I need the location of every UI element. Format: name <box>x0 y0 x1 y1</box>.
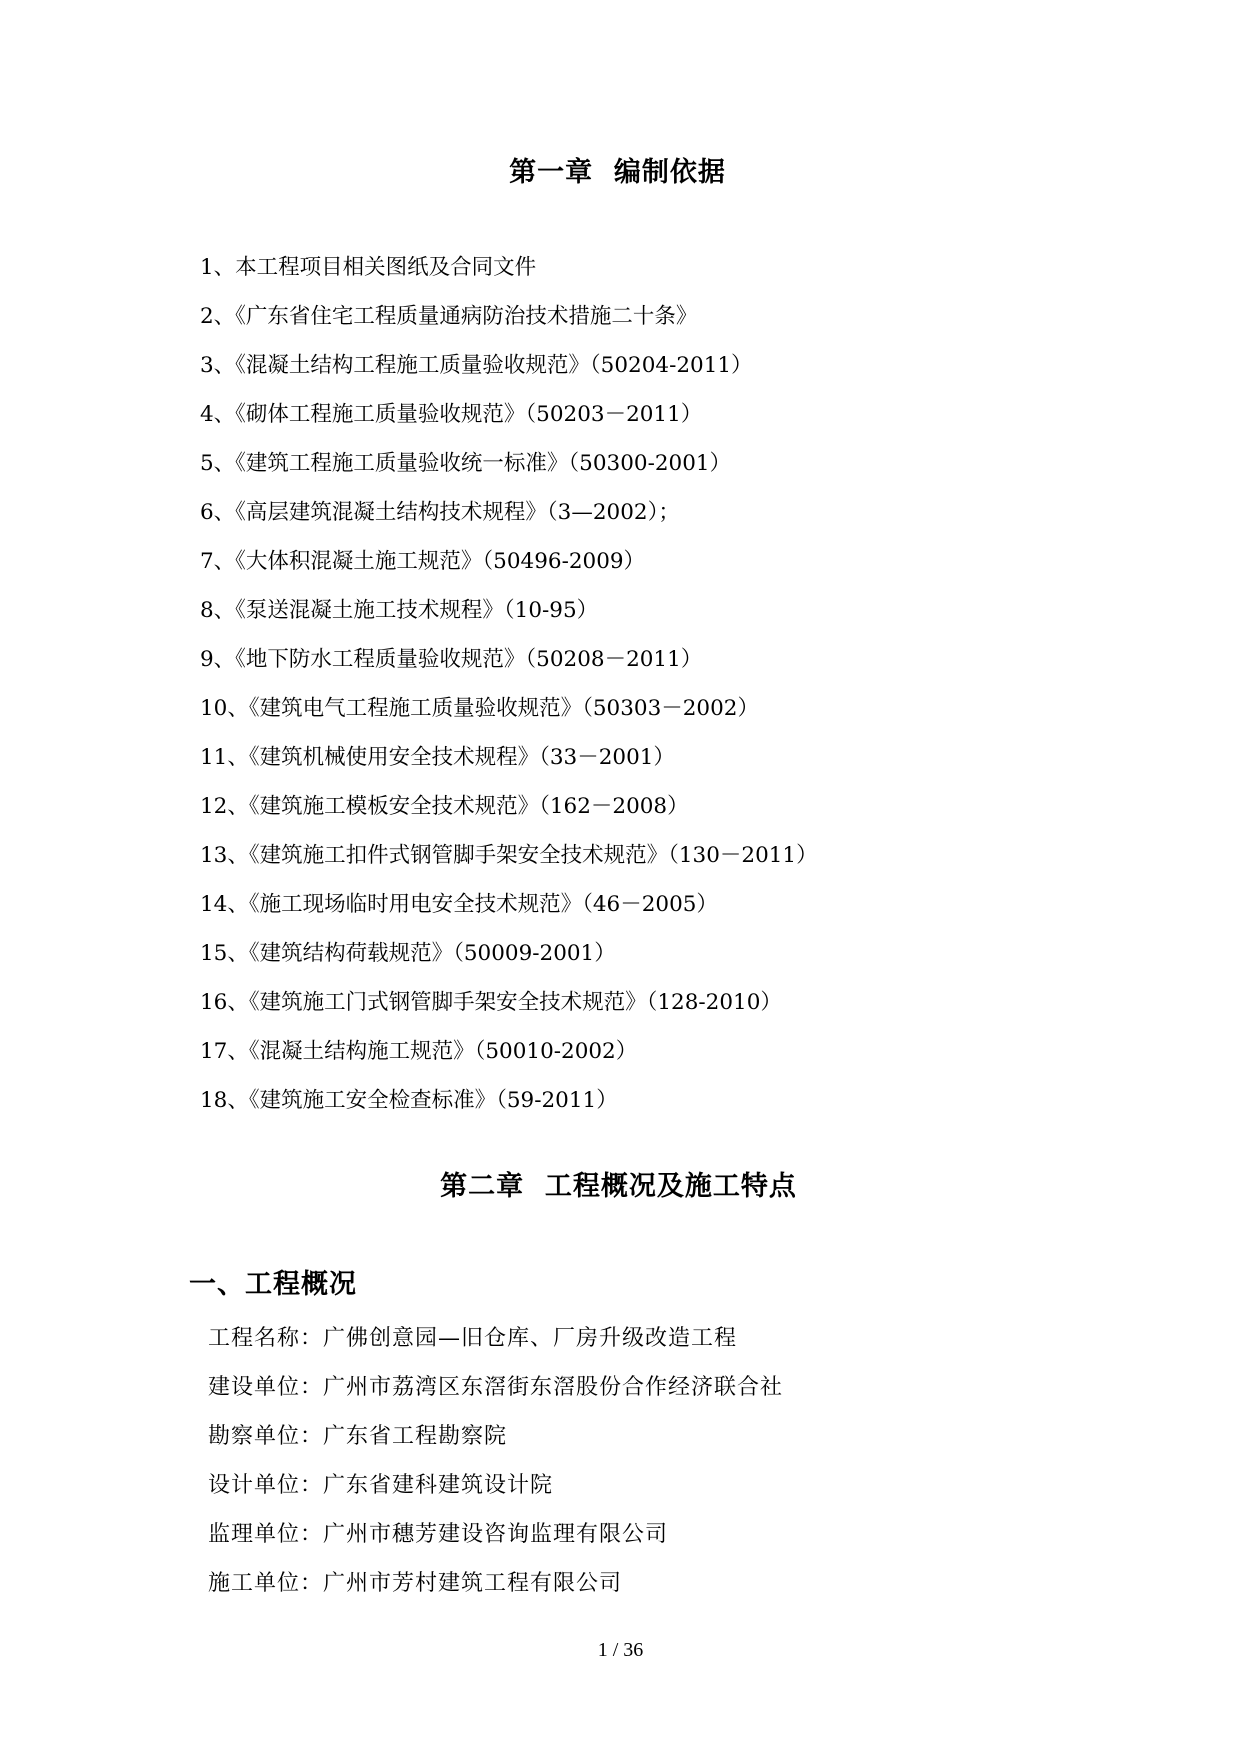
reference-item: 18、《建筑施工安全检查标准》（59-2011） <box>200 1088 618 1113</box>
reference-item: 16、《建筑施工门式钢管脚手架安全技术规范》（128-2010） <box>200 990 782 1015</box>
reference-item: 5、《建筑工程施工质量验收统一标准》（50300-2001） <box>200 451 732 476</box>
reference-item: 15、《建筑结构荷载规范》（50009-2001） <box>200 941 616 966</box>
reference-item: 2、《广东省住宅工程质量通病防治技术措施二十条》 <box>200 304 698 329</box>
reference-item: 13、《建筑施工扣件式钢管脚手架安全技术规范》（130－2011） <box>200 843 818 868</box>
reference-item: 9、《地下防水工程质量验收规范》（50208－2011） <box>200 647 703 672</box>
reference-item: 7、《大体积混凝土施工规范》（50496-2009） <box>200 549 646 574</box>
chapter-1-title: 第一章 编制依据 <box>509 157 726 188</box>
project-info-item: 工程名称：广佛创意园—旧仓库、厂房升级改造工程 <box>208 1326 738 1351</box>
reference-item: 3、《混凝土结构工程施工质量验收规范》（50204-2011） <box>200 353 753 378</box>
chapter-2-title: 第二章 工程概况及施工特点 <box>440 1171 797 1202</box>
project-info-list <box>208 1314 783 1608</box>
project-info-item: 建设单位：广州市荔湾区东滘街东滘股份合作经济联合社 <box>208 1375 784 1400</box>
project-info-item: 设计单位：广东省建科建筑设计院 <box>208 1473 554 1498</box>
project-info-item: 勘察单位：广东省工程勘察院 <box>208 1424 508 1449</box>
reference-item: 14、《施工现场临时用电安全技术规范》（46－2005） <box>200 892 718 917</box>
project-info-item: 施工单位：广州市芳村建筑工程有限公司 <box>208 1571 623 1596</box>
reference-item: 1、本工程项目相关图纸及合同文件 <box>200 255 537 280</box>
section-title-project-overview: 一、工程概况 <box>189 1269 357 1300</box>
reference-item: 4、《砌体工程施工质量验收规范》（50203－2011） <box>200 402 703 427</box>
reference-item: 8、《泵送混凝土施工技术规程》（10-95） <box>200 598 599 623</box>
reference-item: 17、《混凝土结构施工规范》（50010-2002） <box>200 1039 638 1064</box>
reference-item: 10、《建筑电气工程施工质量验收规范》（50303－2002） <box>200 696 759 721</box>
reference-item: 6、《高层建筑混凝土结构技术规程》（3—2002）； <box>200 500 680 525</box>
page-number: 1 / 36 <box>597 1639 644 1661</box>
project-info-item: 监理单位：广州市穗芳建设咨询监理有限公司 <box>208 1522 669 1547</box>
reference-item: 11、《建筑机械使用安全技术规程》（33－2001） <box>200 745 675 770</box>
reference-list <box>200 243 818 1125</box>
reference-item: 12、《建筑施工模板安全技术规范》（162－2008） <box>200 794 689 819</box>
